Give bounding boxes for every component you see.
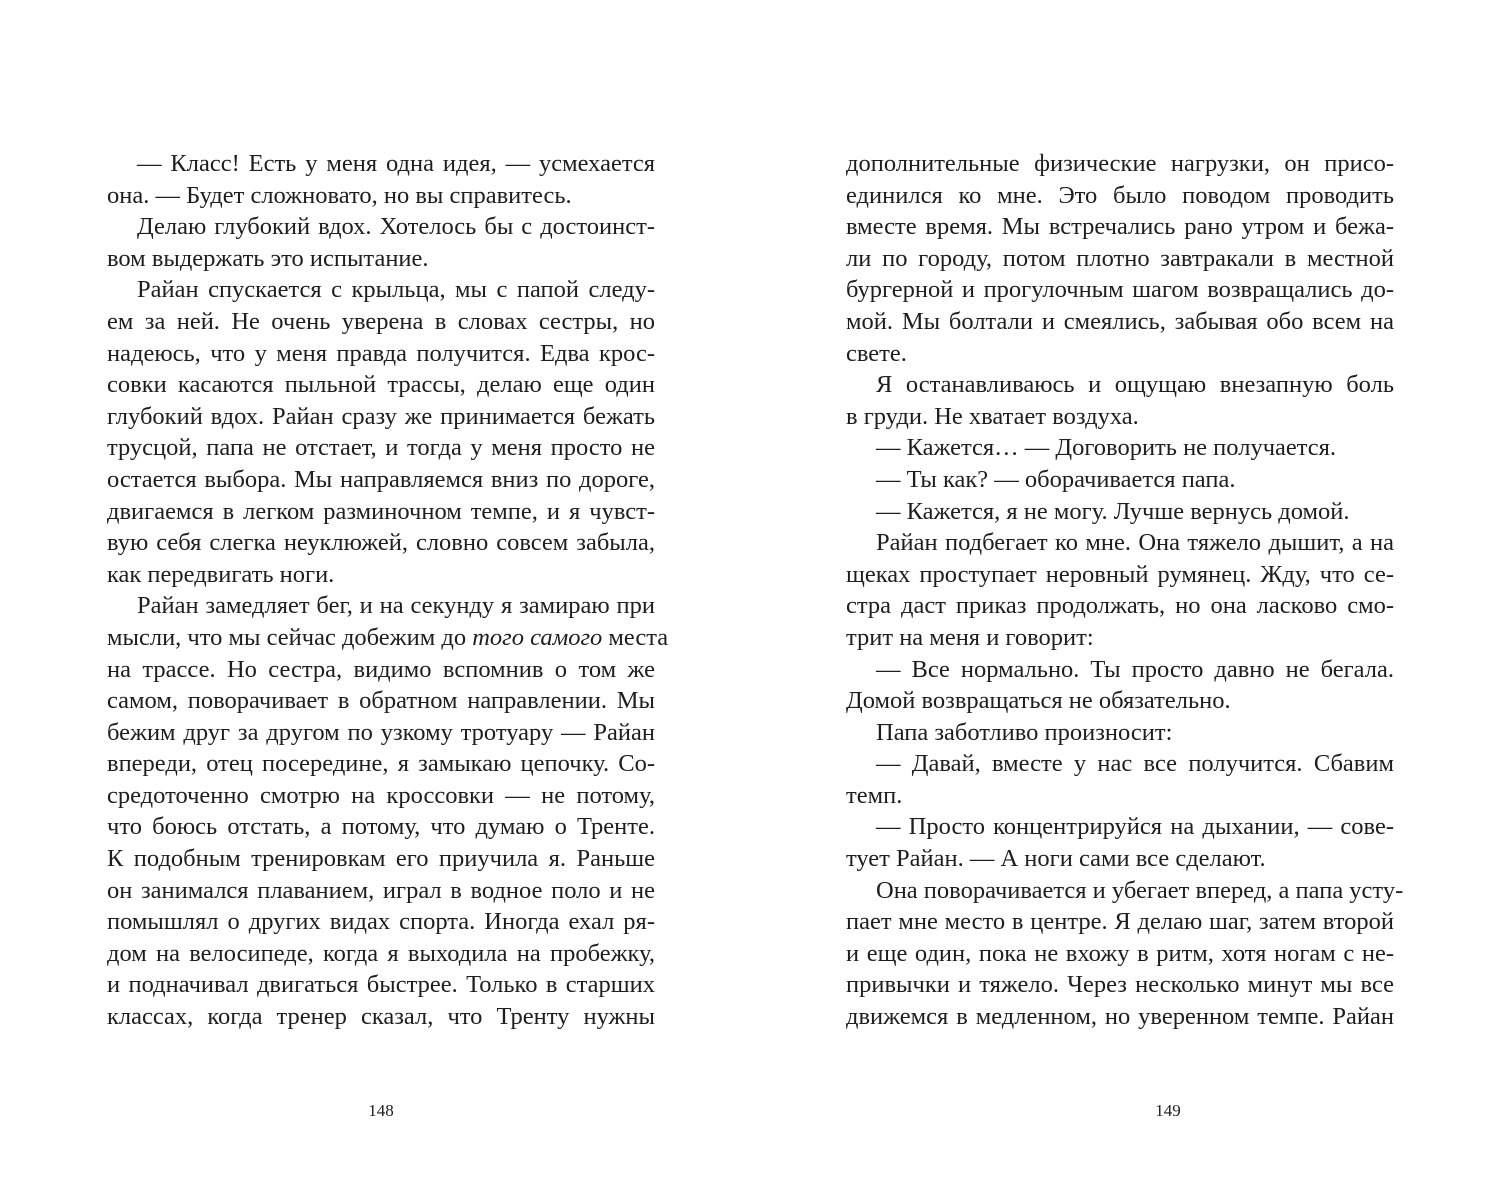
text-line: бежим друг за другом по узкому тротуару — Райан [107, 718, 655, 746]
text-line: Райан подбегает ко мне. Она тяжело дышит, а на [876, 529, 1394, 557]
text-line: Я останавливаюсь и ощущаю внезапную боль [876, 371, 1394, 399]
text-line: Домой возвращаться не обязательно. [846, 687, 1231, 715]
text-line: щеках проступает неровный румянец. Жду, что се- [846, 560, 1394, 588]
text-line: и подначивал двигаться быстрее. Только в старших [107, 971, 655, 999]
text-line: — Кажется, я не могу. Лучше вернусь домой. [876, 497, 1350, 525]
text-line: трусцой, папа не отстает, и тогда у меня просто не [107, 434, 655, 462]
text-line: остается выбора. Мы направляемся вниз по дороге, [107, 465, 655, 493]
text-line: глубокий вдох. Райан сразу же принимается бежать [107, 402, 655, 430]
text-line: Райан спускается с крыльца, мы с папой следу- [137, 276, 655, 304]
text-line: тует Райан. — А ноги сами все сделают. [846, 845, 1266, 873]
page-number: 148 [368, 1101, 394, 1120]
text-line: на трассе. Но сестра, видимо вспомнив о том же [107, 655, 655, 683]
text-line: самом, поворачивает в обратном направлении. Мы [107, 687, 655, 715]
text-line: К подобным тренировкам его приучила я. Раньше [107, 845, 655, 873]
text-line [107, 622, 669, 654]
text-span: мысли, что мы сейчас добежим до [107, 623, 473, 651]
italic-phrase: того самого [472, 623, 603, 651]
text-line: вместе время. Мы встречались рано утром и бежа- [846, 213, 1394, 241]
text-line: единился ко мне. Это было поводом проводить [846, 181, 1394, 209]
text-line: бургерной и прогулочным шагом возвращались до- [846, 276, 1394, 304]
text-line: привычки и тяжело. Через несколько минут мы все [846, 971, 1394, 999]
text-line: Папа заботливо произносит: [876, 718, 1173, 746]
text-line: совки касаются пыльной трассы, делаю еще один [107, 371, 655, 399]
text-line: — Все нормально. Ты просто давно не бегала. [876, 655, 1394, 683]
text-line: стра даст приказ продолжать, но она ласково смо- [846, 592, 1394, 620]
text-line: свете. [846, 339, 907, 367]
text-line: темп. [846, 781, 903, 809]
page-number: 149 [1155, 1101, 1181, 1120]
body-text [846, 148, 1404, 1033]
text-line: классах, когда тренер сказал, что Тренту нужны [107, 1003, 655, 1031]
text-line: в груди. Не хватает воздуха. [846, 402, 1139, 430]
text-line: — Ты как? — оборачивается папа. [876, 465, 1236, 493]
text-span: места [602, 623, 669, 651]
text-line: средоточенно смотрю на кроссовки — не потому, [107, 781, 655, 809]
body-text [107, 148, 669, 1033]
text-line: она. — Будет сложновато, но вы справитесь. [107, 181, 572, 209]
text-line: Райан замедляет бег, и на секунду я замираю при [137, 592, 655, 620]
text-line: мой. Мы болтали и смеялись, забывая обо всем на [846, 307, 1394, 335]
text-line: дополнительные физические нагрузки, он присо- [846, 150, 1394, 177]
text-line: надеюсь, что у меня правда получится. Едва крос- [107, 339, 655, 367]
right-page [750, 0, 1500, 1199]
text-line: ли по городу, потом плотно завтракали в местной [846, 244, 1394, 272]
text-line: — Класс! Есть у меня одна идея, — усмехается [137, 150, 655, 177]
text-line: впереди, отец посередине, я замыкаю цепочку. Со- [107, 750, 655, 778]
text-line: что боюсь отстать, а потому, что думаю о Тренте. [107, 813, 655, 841]
text-line: Делаю глубокий вдох. Хотелось бы с достоинст- [137, 213, 655, 241]
text-line: ем за ней. Не очень уверена в словах сестры, но [107, 307, 655, 335]
text-line: помышлял о других видах спорта. Иногда ехал ря- [107, 908, 655, 936]
text-line: движемся в медленном, но уверенном темпе. Райан [846, 1003, 1394, 1031]
text-line: пает мне место в центре. Я делаю шаг, затем второй [846, 908, 1394, 936]
text-line: Она поворачивается и убегает вперед, а папа усту- [876, 876, 1404, 904]
text-line: — Давай, вместе у нас все получится. Сбавим [876, 750, 1394, 778]
text-line: вую себя слегка неуклюжей, словно совсем забыла, [107, 529, 655, 557]
text-line: и еще один, пока не вхожу в ритм, хотя ногам с не- [846, 939, 1394, 967]
text-line: — Просто концентрируйся на дыхании, — сове- [876, 813, 1394, 841]
text-line: трит на меня и говорит: [846, 623, 1094, 651]
text-line: — Кажется… — Договорить не получается. [876, 434, 1337, 462]
text-line: дом на велосипеде, когда я выходила на пробежку, [107, 939, 655, 967]
text-line: он занимался плаванием, играл в водное поло и не [107, 876, 655, 904]
text-line: как передвигать ноги. [107, 560, 335, 588]
text-line: вом выдержать это испытание. [107, 244, 429, 272]
text-line: двигаемся в легком разминочном темпе, и я чувст- [107, 497, 655, 525]
